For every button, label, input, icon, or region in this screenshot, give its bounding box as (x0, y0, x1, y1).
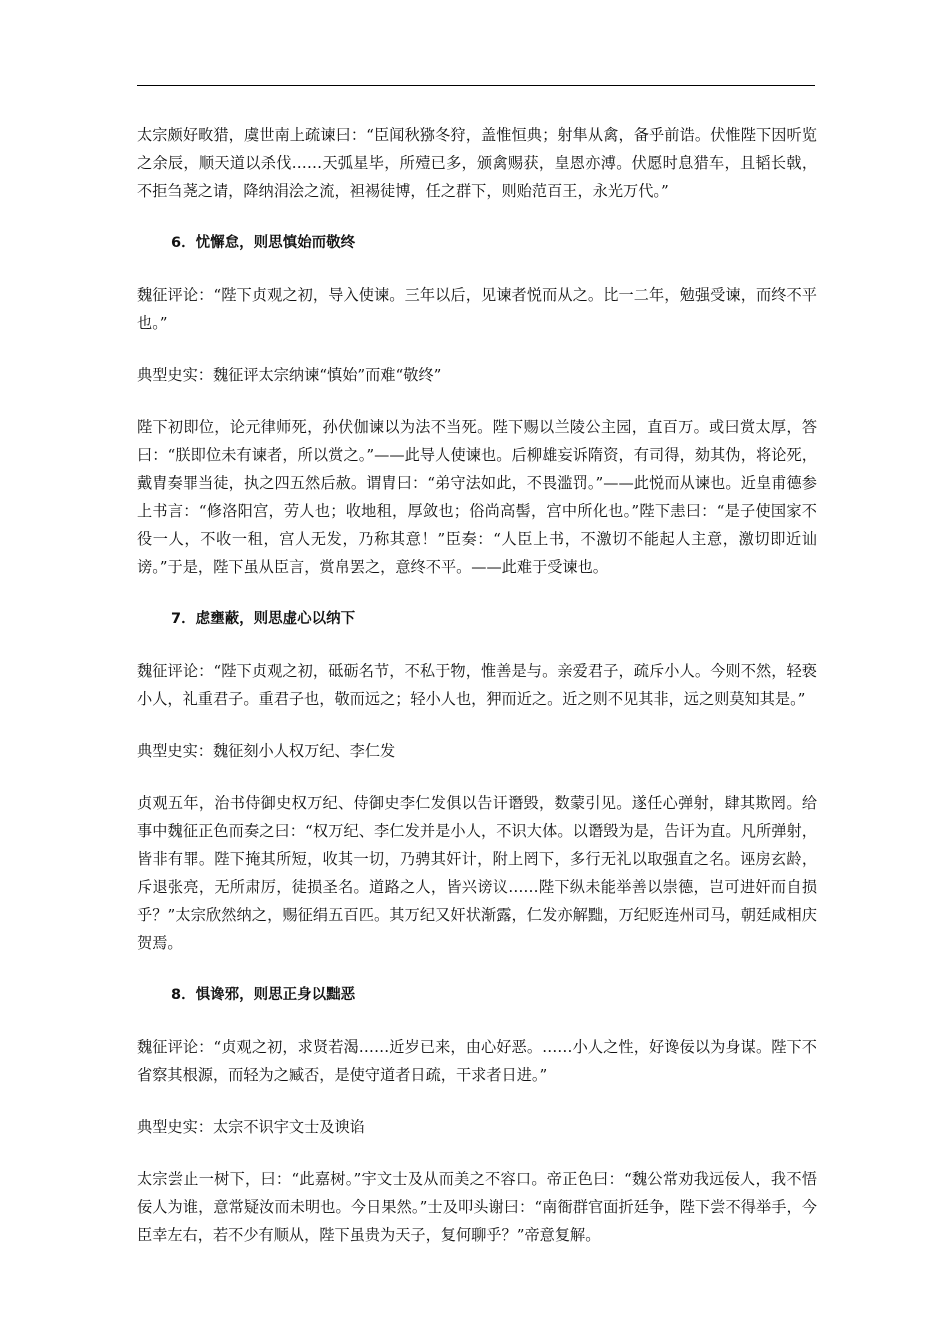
paragraph-typical-fact-7: 典型史实：魏征刻小人权万纪、李仁发 (137, 742, 396, 760)
paragraph-spacer (137, 1141, 817, 1165)
paragraph-weizheng-comment-8: 魏征评论：“贞观之初，求贤若渴……近岁已来，由心好恶。……小人之性，好谗佞以为身谋。陛下不省察其根源，而轻为之臧否，是使守道者日疏，干求者日进。” (137, 1038, 817, 1084)
paragraph-spacer (137, 765, 817, 789)
paragraph-spacer (137, 1009, 817, 1033)
paragraph-typical-fact-6: 典型史实：魏征评太宗纳谏“慎始”而难“敬终” (137, 366, 442, 384)
paragraph-spacer (137, 337, 817, 361)
paragraph-spacer (137, 389, 817, 413)
document-body (137, 121, 817, 1249)
paragraph-spacer (137, 257, 817, 281)
paragraph-typical-fact-8: 典型史实：太宗不识宇文士及谀谄 (137, 1118, 365, 1136)
paragraph-history-6: 陛下初即位，论元律师死，孙伏伽谏以为法不当死。陛下赐以兰陵公主园，直百万。或曰赏太厚，答曰：“朕即位未有谏者，所以赏之。”——此导人使谏也。后柳雄妄诉隋资，有司得，劾其伪，将论死，戴胄奏罪当徒，执之四五然后赦。谓胄曰：“弟守法如此，不畏滥罚。”——此悦而从谏也。近皇甫德参上书言：“修洛阳宫，劳人也；收地租，厚敛也；俗尚高髻，宫中所化也。”陛下恚曰：“是子使国家不役一人，不收一租，宫人无发，乃称其意！”臣奏：“人臣上书，不激切不能起人主意，激切即近讪谤。”于是，陛下虽从臣言，赏帛罢之，意终不平。——此难于受谏也。 (137, 418, 817, 576)
paragraph-spacer (137, 713, 817, 737)
paragraph-spacer (137, 1089, 817, 1113)
paragraph-weizheng-comment-6: 魏征评论：“陛下贞观之初，导入使谏。三年以后，见谏者悦而从之。比一二年，勉强受谏，而终不平也。” (137, 286, 817, 332)
section-heading-8: 8．惧谗邪，则思正身以黜恶 (171, 987, 356, 1003)
section-heading-6: 6．忧懈怠，则思慎始而敬终 (171, 235, 356, 251)
paragraph-history-8: 太宗尝止一树下，曰：“此嘉树。”宇文士及从而美之不容口。帝正色曰：“魏公常劝我远佞人，我不悟佞人为谁，意常疑汝而未明也。今日果然。”士及叩头谢曰：“南衙群官面折廷争，陛下尝不得举手，今臣幸左右，若不少有顺从，陛下虽贵为天子，复何聊乎？”帝意复解。 (137, 1170, 817, 1244)
paragraph-spacer (137, 633, 817, 657)
paragraph-history-7: 贞观五年，治书侍御史权万纪、侍御史李仁发俱以告讦谮毁，数蒙引见。遂任心弹射，肆其欺罔。给事中魏征正色而奏之曰：“权万纪、李仁发并是小人，不识大体。以谮毁为是，告讦为直。凡所弹射，皆非有罪。陛下掩其所短，收其一切，乃骋其奸计，附上罔下，多行无礼以取强直之名。诬房玄龄，斥退张亮，无所肃厉，徒损圣名。道路之人，皆兴谤议……陛下纵未能举善以崇德，岂可进奸而自损乎？”太宗欣然纳之，赐征绢五百匹。其万纪又奸状渐露，仁发亦解黜，万纪贬连州司马，朝廷咸相庆贺焉。 (137, 794, 817, 952)
paragraph-spacer (137, 205, 817, 229)
paragraph-weizheng-comment-7: 魏征评论：“陛下贞观之初，砥砺名节，不私于物，惟善是与。亲爱君子，疏斥小人。今则不然，轻亵小人，礼重君子。重君子也，敬而远之；轻小人也，狎而近之。近之则不见其非，远之则莫知其是。” (137, 662, 817, 708)
paragraph-spacer (137, 957, 817, 981)
paragraph-spacer (137, 581, 817, 605)
paragraph-hunting-memorial: 太宗颇好畋猎，虞世南上疏谏曰：“臣闻秋猕冬狩，盖惟恒典；射隼从禽，备乎前诰。伏惟陛下因听览之余辰，顺天道以杀伐……天弧星毕，所殪已多，颁禽赐获，皇恩亦溥。伏愿时息猎车，且韬长戟，不拒刍荛之请，降纳涓浍之流，袒裼徒博，任之群下，则贻范百王，永光万代。” (137, 126, 817, 200)
header-rule (137, 85, 815, 86)
section-heading-7: 7．虑壅蔽，则思虚心以纳下 (171, 611, 356, 627)
